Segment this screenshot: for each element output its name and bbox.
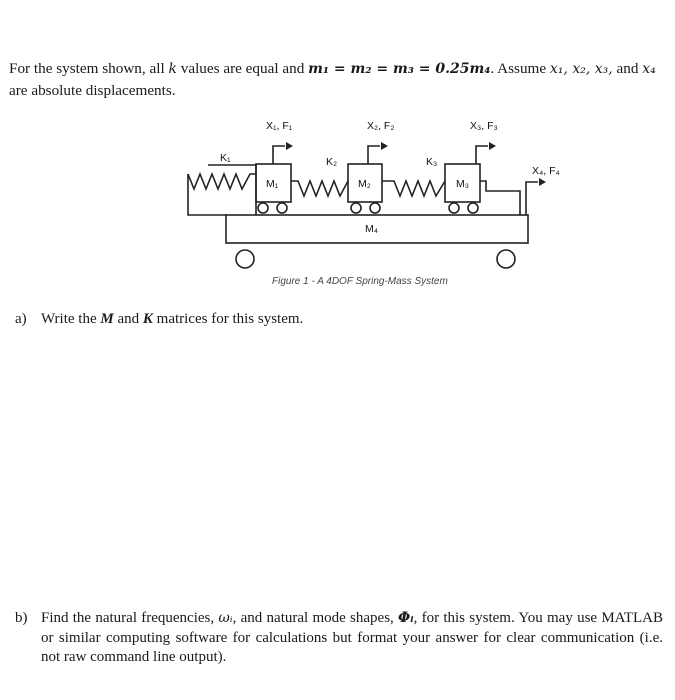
question-b-label: b) <box>15 610 28 626</box>
mass-3-wheel-a <box>449 203 459 213</box>
arrow-x2-head <box>381 142 388 150</box>
label-m1: M₁ <box>266 178 279 190</box>
displacement-x4: x₄ <box>642 61 656 77</box>
label-k2: K₂ <box>326 156 338 168</box>
stiffness-matrix-symbol: K <box>142 311 153 327</box>
k-symbol: k <box>168 61 177 77</box>
problem-statement: For the system shown, all k values are equal and m₁ = m₂ = m₃ = 0.25m₄. Assume x₁, x₂, x₃, and x₄ are absolute displacements. <box>9 60 656 99</box>
spring-mass-diagram <box>180 112 580 277</box>
arrow-x1 <box>273 146 285 164</box>
arrow-x3-head <box>489 142 496 150</box>
wheel-right <box>497 250 515 268</box>
displacements-x1-x3: x₁, x₂, x₃, <box>549 61 613 77</box>
label-k1: K₁ <box>220 152 231 164</box>
label-x3-f3: X₃, F₃ <box>470 120 498 132</box>
figure-caption: Figure 1 - A 4DOF Spring-Mass System <box>272 276 448 287</box>
left-connector <box>188 174 226 215</box>
label-m4: M₄ <box>365 223 379 235</box>
mass-2-wheel-a <box>351 203 361 213</box>
arrow-x4-head <box>539 178 546 186</box>
spring-k1 <box>188 174 256 189</box>
question-a-label: a) <box>15 311 27 327</box>
mass-matrix-symbol: M <box>100 311 114 327</box>
spring-k4-link <box>480 181 520 215</box>
omega-symbol: ωᵢ <box>218 610 233 626</box>
arrow-x2 <box>368 146 380 164</box>
label-m3: M₃ <box>456 178 470 190</box>
wheel-left <box>236 250 254 268</box>
mass-3-wheel-b <box>468 203 478 213</box>
mass-equation: m₁ = m₂ = m₃ = 0.25m₄ <box>308 61 491 77</box>
phi-symbol: Φᵢ <box>398 610 414 626</box>
question-a: a) Write the M and K matrices for this system. <box>15 310 303 330</box>
label-x4-f4: X₄, F₄ <box>532 165 560 177</box>
arrow-x1-head <box>286 142 293 150</box>
mass-2-wheel-b <box>370 203 380 213</box>
spring-k2 <box>291 181 348 196</box>
spring-k3 <box>382 181 445 196</box>
question-b: b) Find the natural frequencies, ωᵢ, and natural mode shapes, Φᵢ, for this system. You may use MATLAB or similar computing software for calculations but format your answer for clear communication (i.e. not raw command line output). <box>15 610 663 665</box>
label-k3: K₃ <box>426 156 438 168</box>
mass-1-wheel-a <box>258 203 268 213</box>
mass-1-wheel-b <box>277 203 287 213</box>
arrow-x3 <box>476 146 488 164</box>
label-x2-f2: X₂, F₂ <box>367 120 395 132</box>
arrow-x4 <box>526 182 538 215</box>
label-x1-f1: X₁, F₁ <box>266 120 293 132</box>
ground-wall <box>208 165 256 215</box>
label-m2: M₂ <box>358 178 371 190</box>
